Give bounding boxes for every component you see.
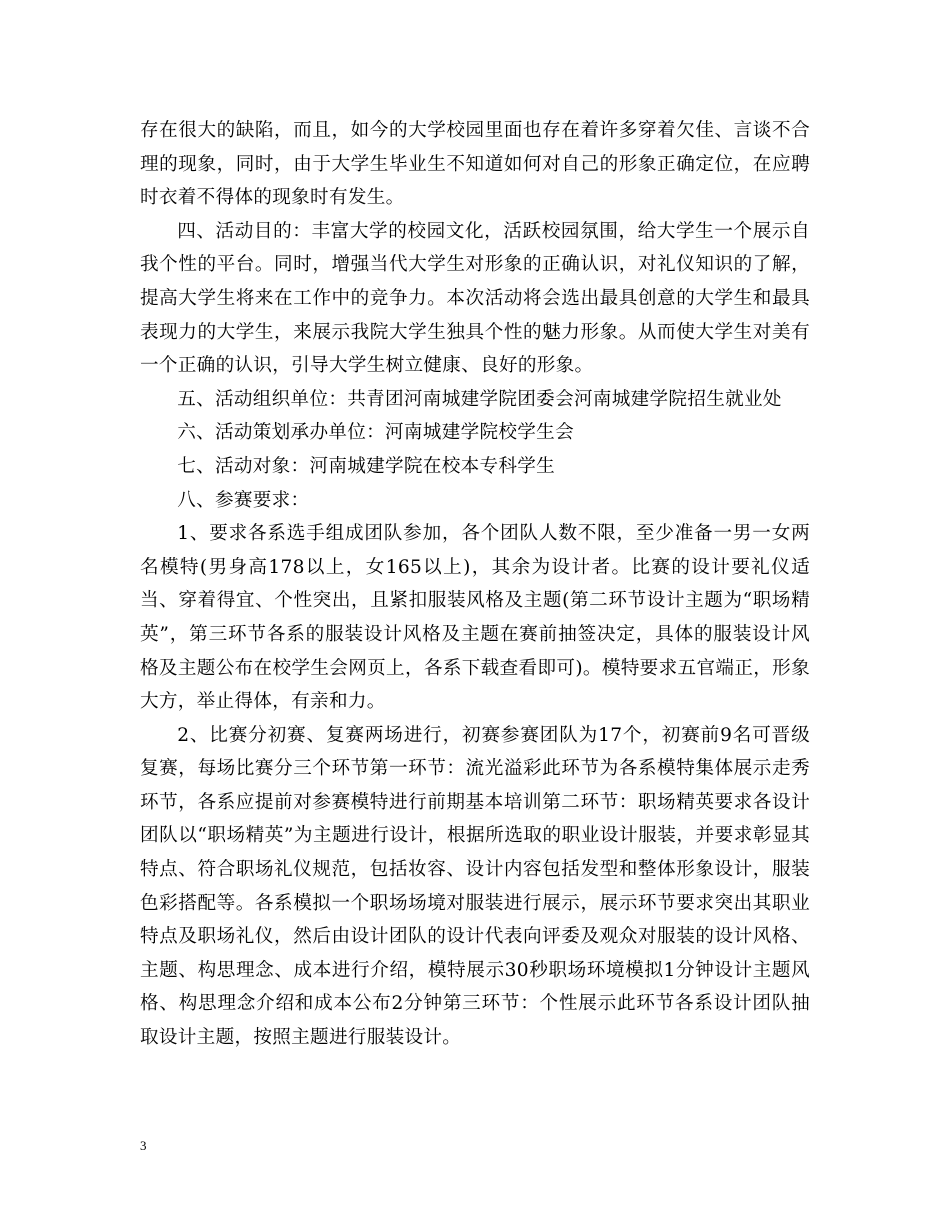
paragraph-activity-purpose: 四、活动目的：丰富大学的校园文化，活跃校园氛围，给大学生一个展示自我个性的平台。同时，增强当代大学生对形象的正确认识，对礼仪知识的了解，提高大学生将来在工作中的竞争力。本次活动将会选出最具创意的大学生和最具表现力的大学生，来展示我院大学生独具个性的魅力形象。从而使大学生对美有一个正确的认识，引导大学生树立健康、良好的形象。 [140,220,810,377]
paragraph-continuation: 存在很大的缺陷，而且，如今的大学校园里面也存在着许多穿着欠佳、言谈不合理的现象，同时，由于大学生毕业生不知道如何对自己的形象正确定位，在应聘时衣着不得体的现象时有发生。 [140,120,810,209]
paragraph-requirement-1: 1、要求各系选手组成团队参加，各个团队人数不限，至少准备一男一女两名模特(男身高178以上，女165以上)，其余为设计者。比赛的设计要礼仪适当、穿着得宜、个性突出，且紧扣服装风格及主题(第二环节设计主题为“职场精英”，第三环节各系的服装设计风格及主题在赛前抽签决定，具体的服装设计风格及主题公布在校学生会网页上，各系下载查看即可)。模特要求五官端正，形象大方，举止得体，有亲和力。 [140,523,810,713]
paragraph-participants: 七、活动对象：河南城建学院在校本专科学生 [177,455,556,477]
paragraph-requirement-2: 2、比赛分初赛、复赛两场进行，初赛参赛团队为17个，初赛前9名可晋级复赛，每场比赛分三个环节第一环节：流光溢彩此环节为各系模特集体展示走秀环节，各系应提前对参赛模特进行前期基本培训第二环节：职场精英要求各设计团队以“职场精英”为主题进行设计，根据所选取的职业设计服装，并要求彰显其特点、符合职场礼仪规范，包括妆容、设计内容包括发型和整体形象设计，服装色彩搭配等。各系模拟一个职场场境对服装进行展示，展示环节要求突出其职业特点及职场礼仪，然后由设计团队的设计代表向评委及观众对服装的设计风格、主题、构思理念、成本进行介绍，模特展示30秒职场环境模拟1分钟设计主题风格、构思理念介绍和成本公布2分钟第三环节：个性展示此环节各系设计团队抽取设计主题，按照主题进行服装设计。 [140,724,810,1049]
paragraph-requirements-heading: 八、参赛要求： [177,489,310,511]
paragraph-planner: 六、活动策划承办单位：河南城建学院校学生会 [177,422,574,444]
page-number: 3 [140,1138,147,1153]
document-body [140,114,810,1055]
paragraph-organizer: 五、活动组织单位：共青团河南城建学院团委会河南城建学院招生就业处 [177,388,782,410]
